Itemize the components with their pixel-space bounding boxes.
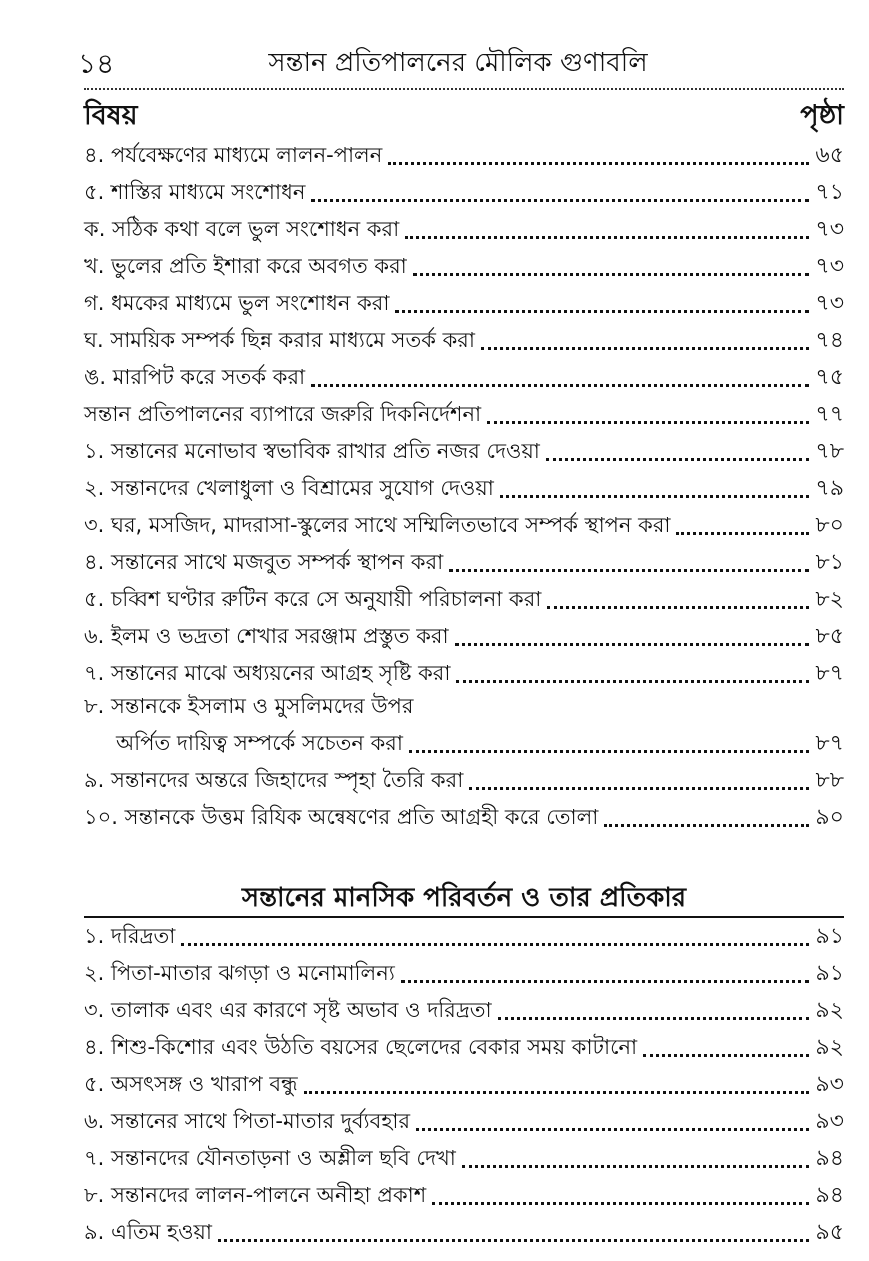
toc-entry — [84, 692, 844, 725]
toc-entry-text: ঙ. মারপিট করে সতর্ক করা — [84, 365, 306, 389]
toc-entry — [84, 1066, 844, 1103]
toc-entry — [84, 396, 844, 433]
toc-entry-text: ৭. সন্তানদের যৌনতাড়না ও অশ্লীল ছবি দেখা — [84, 1146, 456, 1170]
toc-entry-text: ২. সন্তানদের খেলাধুলা ও বিশ্রামের সুযোগ দেওয়া — [84, 476, 494, 500]
toc-entry — [84, 618, 844, 655]
dot-leader — [395, 310, 809, 313]
toc-entry-text: সন্তান প্রতিপালনের ব্যাপারে জরুরি দিকনির্দেশনা — [84, 402, 482, 426]
toc-entry — [84, 992, 844, 1029]
toc-entry-page: ৯৫ — [815, 1220, 844, 1245]
page-header — [78, 42, 838, 86]
dot-leader — [218, 1239, 809, 1242]
toc-entry-text: ৭. সন্তানের মাঝে অধ্যয়নের আগ্রহ সৃষ্টি করা — [84, 661, 451, 685]
subject-heading: বিষয় — [84, 100, 138, 131]
toc-entry-text: ৯. এতিম হওয়া — [84, 1220, 213, 1244]
toc-entry-page: ৮৮ — [815, 768, 844, 793]
toc-entry-page: ৮২ — [815, 587, 844, 612]
toc-entry-text: ৮. সন্তানকে ইসলাম ও মুসলিমদের উপর — [84, 694, 414, 718]
toc-entry-page: ৮০ — [815, 513, 844, 538]
toc-entry-text: ৫. শাস্তির মাধ্যমে সংশোধন — [84, 180, 306, 204]
dot-leader — [456, 680, 809, 683]
toc-entry-text: ১০. সন্তানকে উত্তম রিযিক অন্বেষণের প্রতি আগ্রহী করে তোলা — [84, 805, 599, 829]
toc-entry-text: ২. পিতা-মাতার ঝগড়া ও মনোমালিন্য — [84, 961, 395, 985]
dot-leader — [311, 199, 809, 202]
toc-entry — [84, 799, 844, 836]
toc-entry-page: ৯২ — [815, 998, 844, 1023]
column-headings — [84, 95, 844, 135]
toc-entry-page: ৯৪ — [815, 1183, 844, 1208]
toc-entry — [84, 359, 844, 396]
page-number: ১৪ — [78, 47, 115, 80]
toc-entry-page: ৭৪ — [815, 328, 844, 353]
dot-leader — [432, 1202, 809, 1205]
toc-entry-text: ৪. শিশু-কিশোর এবং উঠতি বয়সের ছেলেদের বেকার সময় কাটানো — [84, 1035, 638, 1059]
toc-entry-text: অর্পিত দায়িত্ব সম্পর্কে সচেতন করা — [116, 731, 403, 755]
toc-entry-text: ৬. ইলম ও ভদ্রতা শেখার সরঞ্জাম প্রস্তুত করা — [84, 624, 449, 648]
dot-leader — [416, 1128, 809, 1131]
toc-entry-page: ৭৫ — [815, 365, 844, 390]
toc-entry — [84, 433, 844, 470]
toc-entry-page: ৯৩ — [815, 1072, 844, 1097]
toc-entry-text: ৫. চব্বিশ ঘণ্টার রুটিন করে সে অনুযায়ী পরিচালনা করা — [84, 587, 542, 611]
toc-entry-text: ১. দরিদ্রতা — [84, 924, 176, 948]
toc-entry-text: ঘ. সাময়িক সম্পর্ক ছিন্ন করার মাধ্যমে সতর্ক করা — [84, 328, 475, 352]
toc-entry-page: ৭৮ — [815, 439, 844, 464]
header-dotted-rule — [84, 88, 844, 90]
dot-leader — [413, 273, 810, 276]
toc-entry — [84, 725, 844, 762]
toc-entry-page: ৭৩ — [815, 291, 844, 316]
toc-entry-text: ৮. সন্তানদের লালন-পালনে অনীহা প্রকাশ — [84, 1183, 427, 1207]
toc-entry — [84, 507, 844, 544]
dot-leader — [311, 384, 809, 387]
toc-entry — [84, 955, 844, 992]
toc-entry — [84, 918, 844, 955]
dot-leader — [546, 458, 810, 461]
toc-entry — [84, 137, 844, 174]
toc-entry-page: ৯১ — [815, 961, 844, 986]
toc-entry-page: ৯২ — [815, 1035, 844, 1060]
toc-entry-text: ৬. সন্তানের সাথে পিতা-মাতার দুর্ব্যবহার — [84, 1109, 410, 1133]
toc-entry — [84, 1140, 844, 1177]
toc-entry-page: ৭৩ — [815, 254, 844, 279]
toc-entry-text: ৩. তালাক এবং এর কারণে সৃষ্ট অভাব ও দরিদ্রতা — [84, 998, 492, 1022]
toc-entry-page: ৮৫ — [815, 624, 844, 649]
dot-leader — [547, 606, 809, 609]
toc-entry-page: ৭৭ — [815, 402, 844, 427]
toc-entry-page: ৯০ — [815, 805, 844, 830]
dot-leader — [449, 569, 809, 572]
dot-leader — [604, 824, 809, 827]
dot-leader — [500, 495, 810, 498]
toc-list-section-b — [84, 918, 844, 1251]
dot-leader — [455, 643, 810, 646]
toc-entry — [84, 762, 844, 799]
toc-entry-text: ক. সঠিক কথা বলে ভুল সংশোধন করা — [84, 217, 400, 241]
dot-leader — [498, 1017, 810, 1020]
dot-leader — [469, 787, 809, 790]
dot-leader — [462, 1165, 810, 1168]
toc-entry — [84, 470, 844, 507]
toc-entry-text: ৩. ঘর, মসজিদ, মাদরাসা-স্কুলের সাথে সম্মিলিতভাবে সম্পর্ক স্থাপন করা — [84, 513, 671, 537]
running-title: সন্তান প্রতিপালনের মৌলিক গুণাবলি — [268, 48, 648, 78]
toc-entry-text: ৫. অসৎসঙ্গ ও খারাপ বন্ধু — [84, 1072, 298, 1096]
toc-entry-text: ৪. সন্তানের সাথে মজবুত সম্পর্ক স্থাপন করা — [84, 550, 444, 574]
dot-leader — [487, 421, 809, 424]
toc-list — [84, 137, 844, 836]
toc-entry — [84, 1177, 844, 1214]
dot-leader — [401, 980, 810, 983]
toc-entry-text: ৯. সন্তানদের অন্তরে জিহাদের স্পৃহা তৈরি করা — [84, 768, 464, 792]
toc-entry — [84, 248, 844, 285]
toc-entry-text: ১. সন্তানের মনোভাব স্বভাবিক রাখার প্রতি নজর দেওয়া — [84, 439, 540, 463]
toc-entry-page: ৭১ — [815, 180, 844, 205]
dot-leader — [388, 162, 809, 165]
dot-leader — [409, 750, 809, 753]
toc-entry-text: গ. ধমকের মাধ্যমে ভুল সংশোধন করা — [84, 291, 390, 315]
toc-entry-page: ৯৩ — [815, 1109, 844, 1134]
toc-entry-text: খ. ভুলের প্রতি ইশারা করে অবগত করা — [84, 254, 407, 278]
toc-entry — [84, 285, 844, 322]
toc-entry-page: ৭৯ — [815, 476, 844, 501]
dot-leader — [676, 532, 809, 535]
toc-entry-text: ৪. পর্যবেক্ষণের মাধ্যমে লালন-পালন — [84, 143, 383, 167]
dot-leader — [405, 236, 809, 239]
page-heading: পৃষ্ঠা — [800, 100, 844, 131]
toc-entry — [84, 544, 844, 581]
toc-entry-page: ৮১ — [815, 550, 844, 575]
toc-entry — [84, 174, 844, 211]
toc-entry-page: ৬৫ — [815, 143, 844, 168]
toc-entry — [84, 322, 844, 359]
section-title: সন্তানের মানসিক পরিবর্তন ও তার প্রতিকার — [241, 883, 687, 913]
toc-entry — [84, 211, 844, 248]
toc-entry-page: ৮৭ — [815, 731, 844, 756]
dot-leader — [481, 347, 809, 350]
toc-entry-page: ৯১ — [815, 924, 844, 949]
dot-leader — [304, 1091, 810, 1094]
toc-entry — [84, 1103, 844, 1140]
toc-entry — [84, 1029, 844, 1066]
dot-leader — [181, 943, 809, 946]
toc-entry-page: ৯৪ — [815, 1146, 844, 1171]
toc-entry-page: ৭৩ — [815, 217, 844, 242]
toc-entry-page: ৮৭ — [815, 661, 844, 686]
toc-entry — [84, 1214, 844, 1251]
dot-leader — [643, 1054, 809, 1057]
toc-entry — [84, 655, 844, 692]
toc-entry — [84, 581, 844, 618]
